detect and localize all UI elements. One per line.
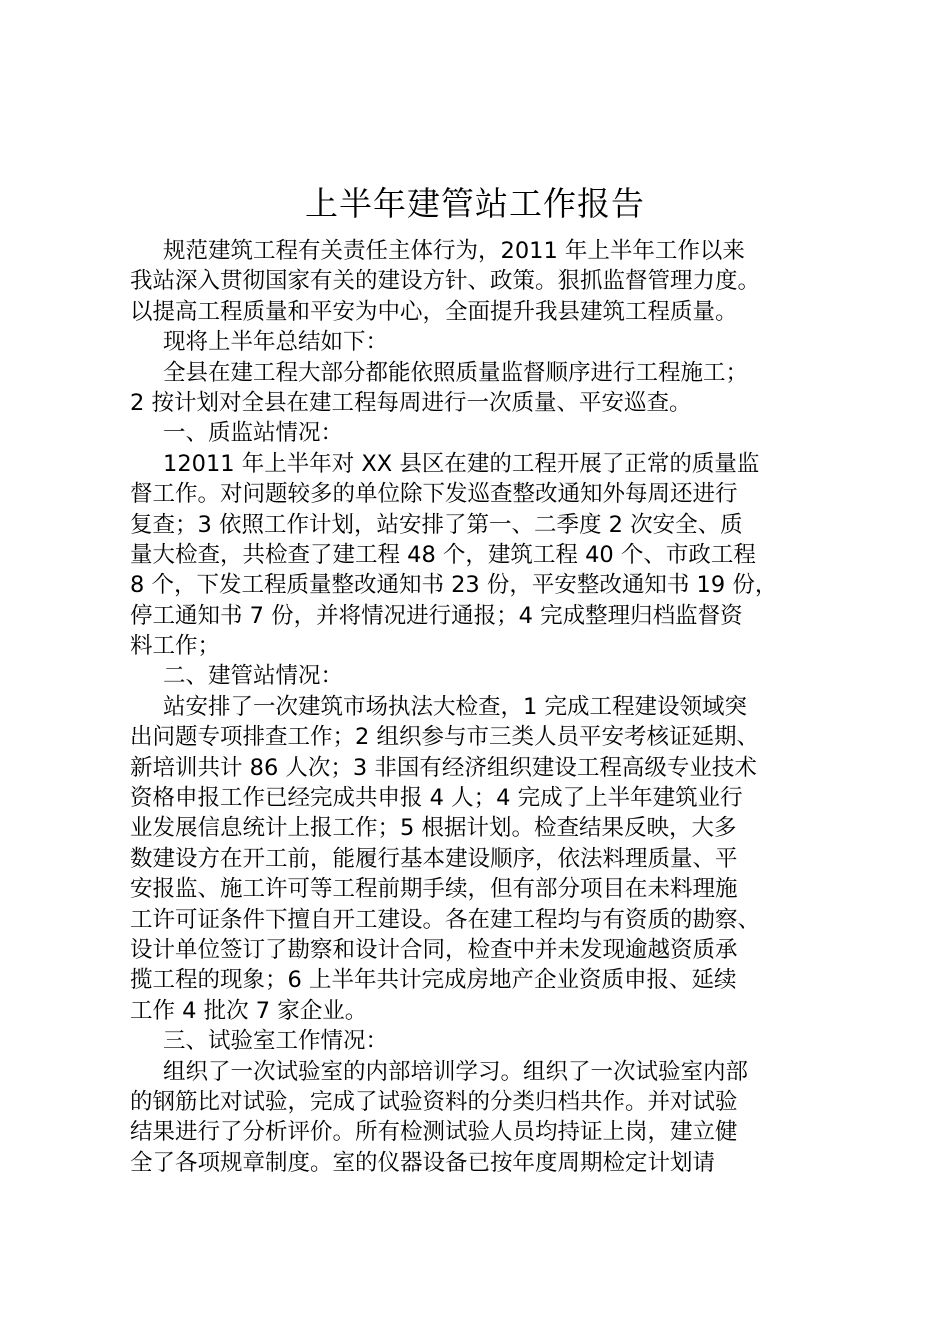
text-line: 工许可证条件下擅自开工建设。各在建工程均与有资质的勘察、 — [130, 906, 761, 933]
text-line: 新培训共计 86 人次；3 非国有经济组织建设工程高级专业技术 — [130, 754, 757, 781]
text-line: 三、试验室工作情况： — [163, 1028, 389, 1055]
text-line: 料工作； — [130, 633, 221, 660]
text-line: 规范建筑工程有关责任主体行为，2011 年上半年工作以来 — [163, 238, 745, 264]
text-line: 8 个，下发工程质量整改通知书 23 份，平安整改通知书 19 份， — [130, 572, 778, 599]
text-line: 督工作。对问题较多的单位除下发巡查整改通知外每周还进行 — [130, 481, 738, 508]
text-line: 我站深入贯彻国家有关的建设方针、政策。狠抓监督管理力度。 — [130, 268, 761, 295]
text-line: 一、质监站情况： — [163, 420, 344, 447]
text-line: 的钢筋比对试验，完成了试验资料的分类归档共作。并对试验 — [130, 1088, 738, 1115]
text-line: 2 按计划对全县在建工程每周进行一次质量、平安巡查。 — [130, 389, 692, 416]
page-title: 上半年建管站工作报告 — [305, 184, 645, 223]
text-line: 出问题专项排查工作；2 组织参与市三类人员平安考核证延期、 — [130, 724, 759, 751]
text-line: 停工通知书 7 份，并将情况进行通报；4 完成整理归档监督资 — [130, 602, 743, 629]
text-line: 组织了一次试验室的内部培训学习。组织了一次试验室内部 — [163, 1058, 749, 1085]
text-line: 结果进行了分析评价。所有检测试验人员均持证上岗，建立健 — [130, 1119, 738, 1146]
text-line: 全了各项规章制度。室的仪器设备已按年度周期检定计划请 — [130, 1149, 716, 1176]
text-line: 全县在建工程大部分都能依照质量监督顺序进行工程施工； — [163, 359, 749, 386]
text-line: 二、建管站情况： — [163, 663, 344, 690]
text-line: 12011 年上半年对 XX 县区在建的工程开展了正常的质量监 — [163, 450, 760, 477]
text-line: 站安排了一次建筑市场执法大检查，1 完成工程建设领域突 — [163, 693, 747, 720]
text-line: 工作 4 批次 7 家企业。 — [130, 997, 368, 1024]
text-line: 复查；3 依照工作计划，站安排了第一、二季度 2 次安全、质 — [130, 511, 743, 538]
text-line: 业发展信息统计上报工作；5 根据计划。检查结果反映，大多 — [130, 815, 737, 842]
text-line: 数建设方在开工前，能履行基本建设顺序，依法料理质量、平 — [130, 845, 738, 872]
text-line: 资格申报工作已经完成共申报 4 人；4 完成了上半年建筑业行 — [130, 785, 743, 812]
report-body — [130, 236, 842, 1178]
text-line: 揽工程的现象；6 上半年共计完成房地产企业资质申报、延续 — [130, 967, 737, 994]
text-line: 安报监、施工许可等工程前期手续，但有部分项目在未料理施 — [130, 876, 738, 903]
text-line: 以提高工程质量和平安为中心，全面提升我县建筑工程质量。 — [130, 298, 738, 325]
text-line: 现将上半年总结如下： — [163, 329, 389, 356]
text-line: 量大检查，共检查了建工程 48 个，建筑工程 40 个、市政工程 — [130, 541, 756, 568]
text-line: 设计单位签订了勘察和设计合同，检查中并未发现逾越资质承 — [130, 936, 738, 963]
